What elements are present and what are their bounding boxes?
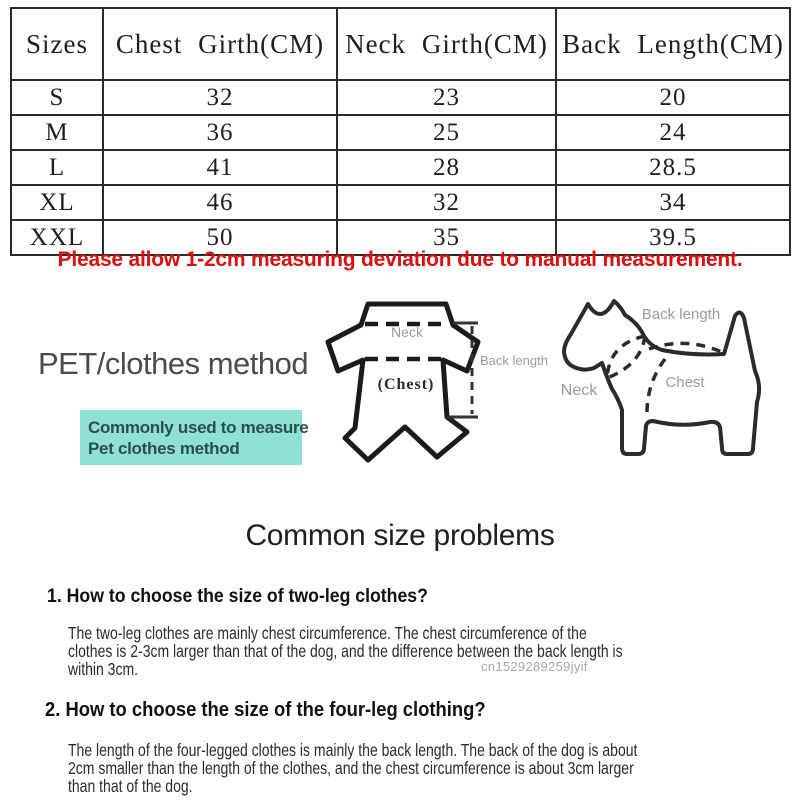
value-cell: 32	[337, 185, 556, 220]
column-header-back-length: Back Length(CM)	[556, 8, 790, 80]
answer-line: The two-leg clothes are mainly chest circumference. The chest circumference of the	[68, 623, 587, 643]
size-cell: M	[11, 115, 103, 150]
question-2: 2. How to choose the size of the four-leg clothing?	[45, 699, 486, 721]
table-row	[11, 150, 790, 185]
value-cell: 50	[103, 220, 337, 255]
answer-line: The length of the four-legged clothes is mainly the back length. The back of the dog is about	[68, 740, 638, 760]
highlight-line-1: Commonly used to measure	[88, 418, 309, 437]
value-cell: 39.5	[556, 220, 790, 255]
answer-2	[68, 741, 780, 795]
dog-neck-label: Neck	[560, 382, 598, 399]
value-cell: 34	[556, 185, 790, 220]
pet-method-title: PET/clothes method	[38, 346, 309, 381]
table-row	[11, 185, 790, 220]
garment-diagram	[320, 290, 560, 490]
garment-chest-label: (Chest)	[377, 376, 435, 393]
highlight-line-2: Pet clothes method	[88, 439, 240, 458]
value-cell: 20	[556, 80, 790, 115]
size-cell: L	[11, 150, 103, 185]
answer-line: clothes is 2-3cm larger than that of the dog, and the difference between the back length is	[68, 641, 623, 661]
dog-diagram	[552, 292, 800, 482]
dog-outline	[564, 301, 759, 454]
answer-line: within 3cm.	[68, 659, 139, 679]
value-cell: 46	[103, 185, 337, 220]
size-cell: XL	[11, 185, 103, 220]
value-cell: 25	[337, 115, 556, 150]
answer-line: 2cm smaller than the length of the clothes, and the chest circumference is about 3cm larger	[68, 758, 634, 778]
dog-back-length-label: Back length	[641, 306, 721, 323]
measurement-notice: Please allow 1-2cm measuring deviation due to manual measurement.	[57, 248, 743, 271]
value-cell: 28.5	[556, 150, 790, 185]
garment-neck-label: Neck	[391, 324, 423, 340]
column-header-chest-girth: Chest Girth(CM)	[103, 8, 337, 80]
question-1: 1. How to choose the size of two-leg clothes?	[47, 586, 428, 607]
value-cell: 24	[556, 115, 790, 150]
table-row	[11, 80, 790, 115]
value-cell: 41	[103, 150, 337, 185]
seller-watermark: cn1529289259jyif	[481, 659, 588, 674]
measure-highlight-box	[80, 410, 309, 465]
column-header-sizes: Sizes	[11, 8, 103, 80]
answer-1	[68, 624, 761, 678]
answer-line: than that of the dog.	[68, 776, 193, 796]
size-chart-table	[10, 7, 791, 256]
value-cell: 35	[337, 220, 556, 255]
value-cell: 23	[337, 80, 556, 115]
value-cell: 36	[103, 115, 337, 150]
size-cell: XXL	[11, 220, 103, 255]
value-cell: 28	[337, 150, 556, 185]
table-header-row	[11, 8, 790, 80]
garment-back-length-label: Back length	[480, 353, 548, 368]
size-cell: S	[11, 80, 103, 115]
table-row	[11, 115, 790, 150]
common-size-problems-title: Common size problems	[245, 519, 555, 552]
value-cell: 32	[103, 80, 337, 115]
column-header-neck-girth: Neck Girth(CM)	[337, 8, 556, 80]
dog-chest-label: Chest	[665, 374, 705, 391]
